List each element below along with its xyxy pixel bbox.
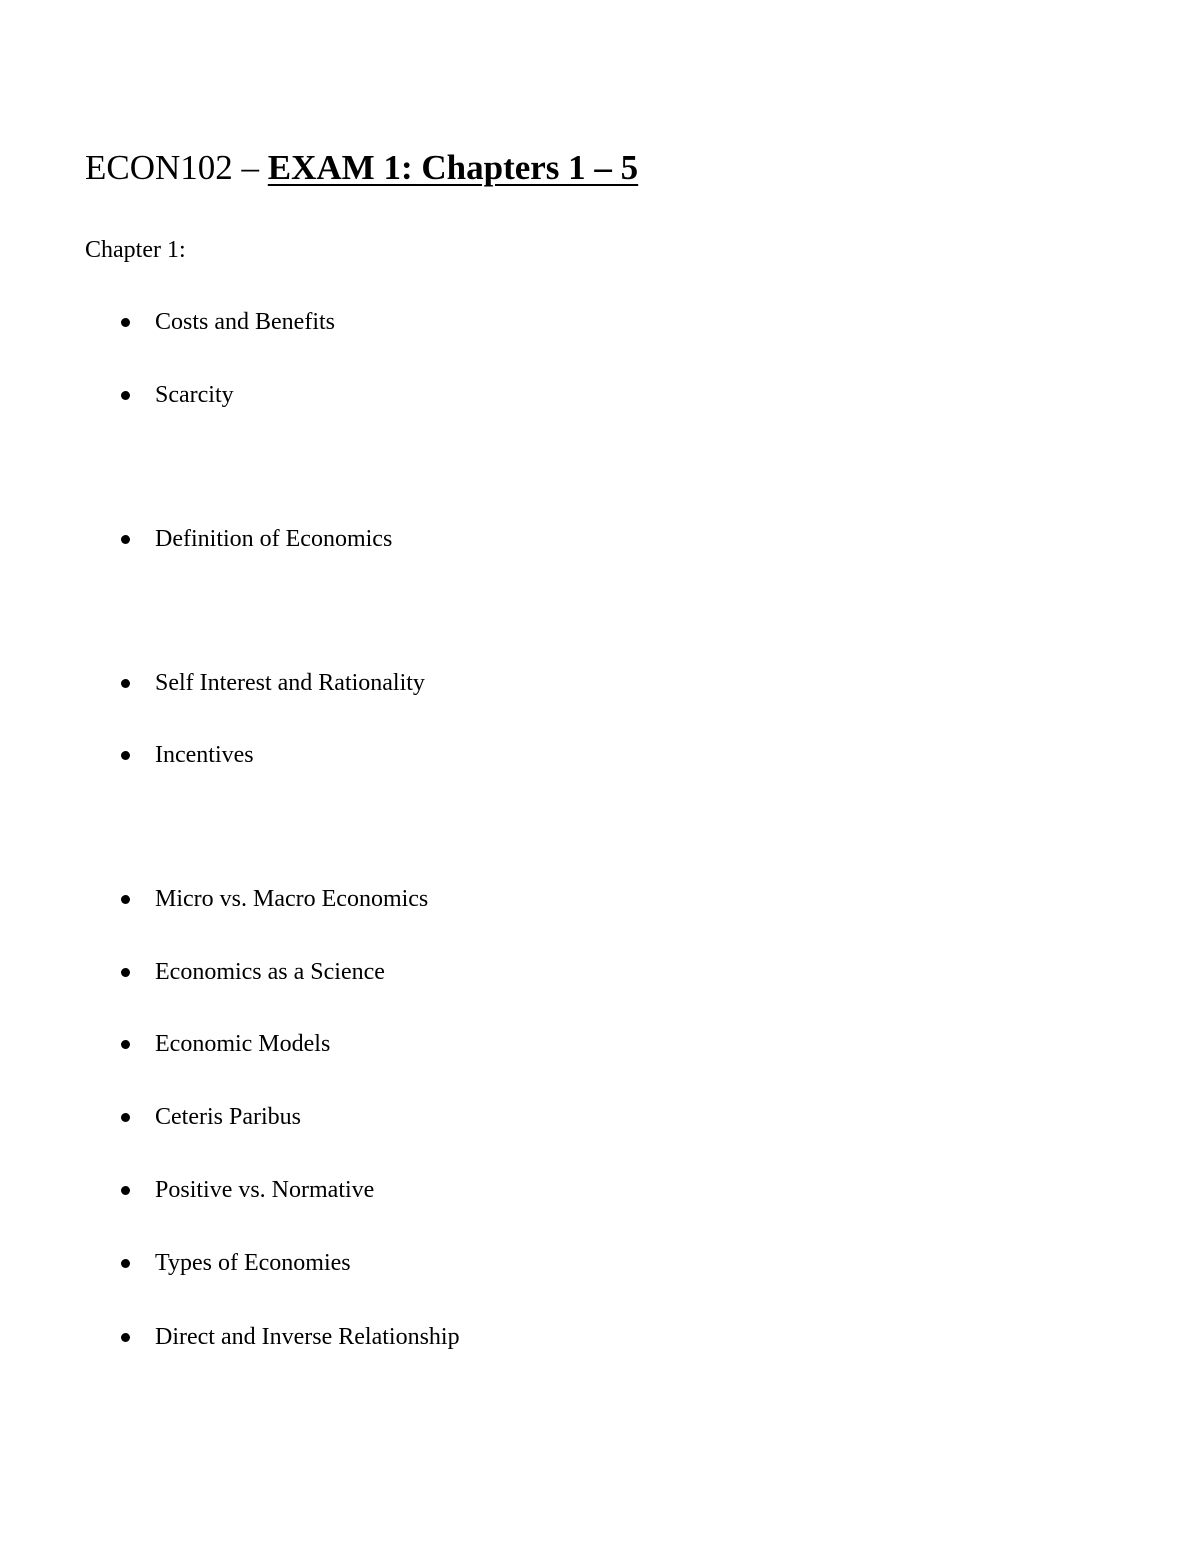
bullet-icon [121,535,130,544]
bullet-icon [121,1186,130,1195]
list-item-text: Self Interest and Rationality [155,670,425,696]
list-item [0,379,700,411]
list-item-text: Incentives [155,742,254,768]
bullet-icon [121,1259,130,1268]
bullet-icon [121,1040,130,1049]
list-item [0,739,700,771]
bullet-icon [121,679,130,688]
page-title [85,146,638,190]
bullet-icon [121,1113,130,1122]
list-item-text: Micro vs. Macro Economics [155,886,429,912]
list-item-text: Economics as a Science [155,959,385,985]
title-exam-heading: EXAM 1: Chapters 1 – 5 [267,148,639,187]
list-item [0,883,700,915]
bullet-icon [121,751,130,760]
list-item [0,667,700,699]
list-item [0,1101,700,1133]
list-item-text: Definition of Economics [155,526,393,552]
bullet-icon [121,318,130,327]
list-item-text: Economic Models [155,1031,331,1057]
list-item [0,1321,700,1353]
list-item [0,1174,700,1206]
list-item [0,306,700,338]
list-item-text: Scarcity [155,382,234,408]
list-item-text: Types of Economies [155,1250,351,1276]
bullet-icon [121,1333,130,1342]
chapter-heading: Chapter 1: [85,237,186,263]
list-item-text: Positive vs. Normative [155,1177,375,1203]
bullet-icon [121,895,130,904]
list-item [0,956,700,988]
title-course-code: ECON102 – [85,148,268,187]
list-item-text: Ceteris Paribus [155,1104,301,1130]
bullet-icon [121,968,130,977]
list-item [0,1028,700,1060]
list-item-text: Costs and Benefits [155,309,335,335]
list-item [0,523,700,555]
list-item [0,1247,700,1279]
bullet-icon [121,391,130,400]
list-item-text: Direct and Inverse Relationship [155,1324,460,1350]
